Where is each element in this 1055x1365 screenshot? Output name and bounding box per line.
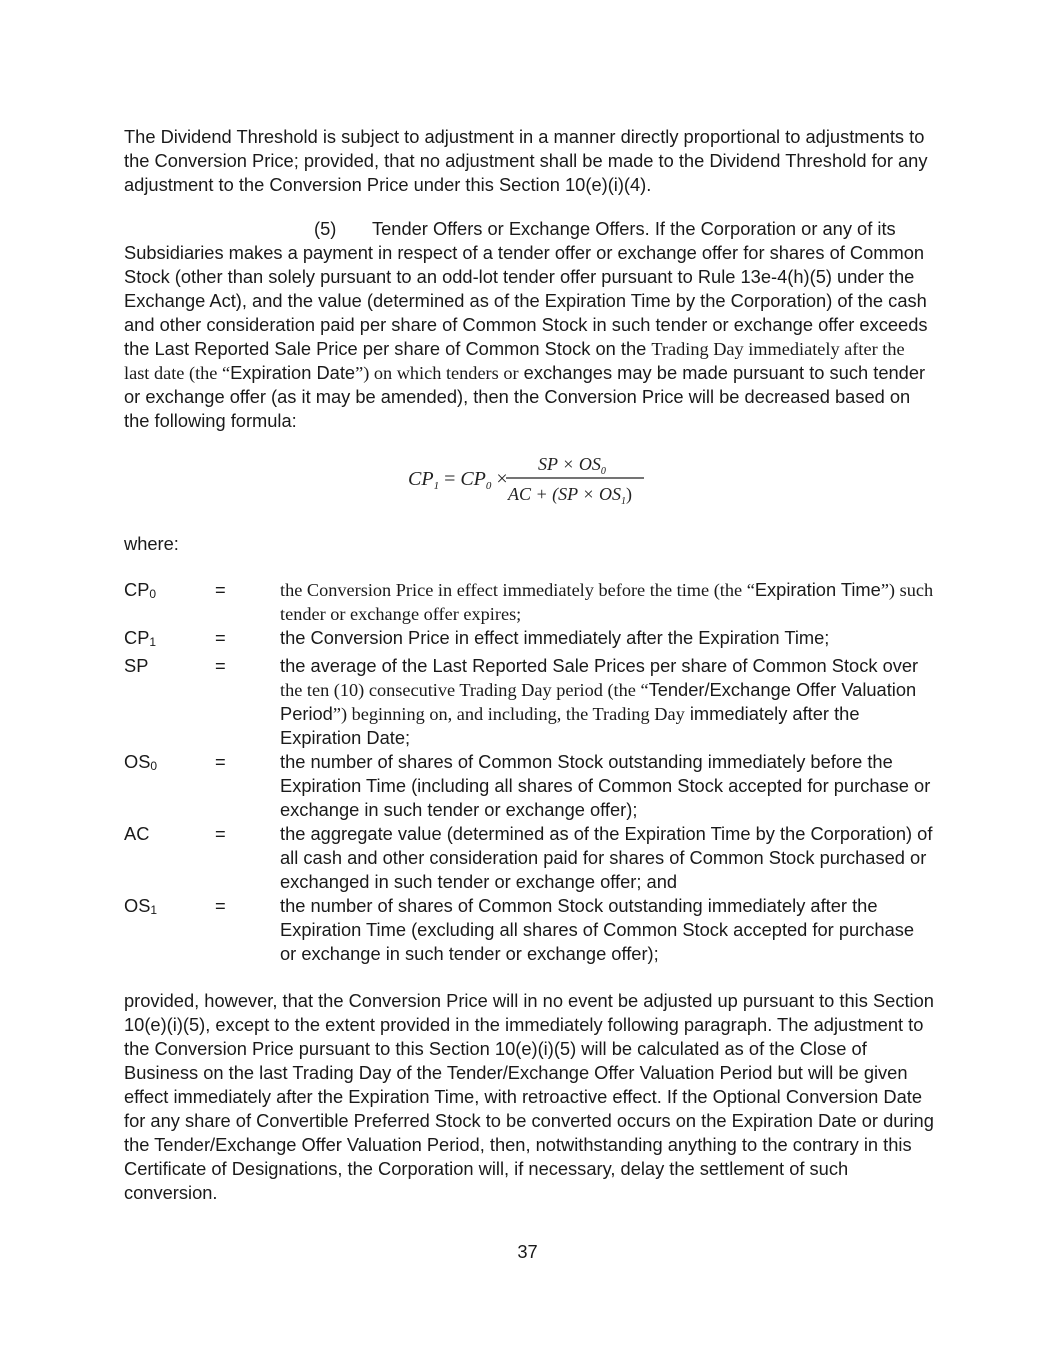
definition-cp1: $CP_1$ = the Conversion Price in effect immediately after the Expiration Time; (124, 626, 934, 654)
page-number: 37 (517, 1241, 538, 1262)
definition-cp0: $CP_0$ = the Conversion Price in effect immediately before the time (the “Expiration Time”) such tender or exchange offer expires; (124, 579, 934, 624)
symbol: CP (124, 627, 150, 648)
equals-sign: = (215, 627, 226, 648)
definition-ac: AC = the aggregate value (determined as of the Expiration Time by the Corporation) of all cash and other consideration paid for shares of Common Stock purchased or exchanged in such tender or exchange offer; and (124, 823, 933, 892)
symbol: CP (124, 579, 150, 600)
defined-term-valuation-period: Tender/Exchange Offer Valuation Period (280, 679, 917, 724)
formula-rhs: CP (460, 468, 486, 490)
symbol: AC (124, 823, 150, 844)
formula-lhs-sub: 1 (433, 480, 440, 492)
section-text-d: exchanges may be made pursuant to such tender or exchange offer (as it may be amended), then the Conversion Price will be decreased based on the following formula: (124, 362, 926, 431)
section-text-a: If the Corporation or any of its Subsidiaries makes a payment in respect of a tender offer or exchange offer for shares of Common Stock (other than solely pursuant to an odd-lot tender offer pursuant to Rule 13e-4(h)(5) under the Exchange Act), and the value (determined as of the Expiration Time by the Corporation) of the cash and other consideration paid per share of Common Stock in such tender or exchange offer exceeds the Last Reported Sale Price per share of Common Stock on the (124, 218, 928, 359)
formula-denominator-close: ) (625, 484, 632, 504)
symbol: OS (124, 751, 151, 772)
formula-numerator: SP × OS (538, 454, 601, 474)
section-text-c: ”) on which tenders or (355, 363, 519, 383)
formula-numerator-sub: 0 (600, 466, 606, 477)
paragraph-proviso: provided, however, that the Conversion Price will in no event be adjusted up pursuant to this Section 10(e)(i)(5), except to the extent provided in the immediately following paragraph. The adjustment to the Conversion Price pursuant to this Section 10(e)(i)(5) will be calculated as of the Close of Business on the last Trading Day of the Tender/Exchange Offer Valuation Period but will be given effect immediately after the Expiration Time, with retroactive effect. If the Optional Conversion Date for any share of Convertible Preferred Stock to be converted occurs on the Expiration Date or during the Tender/Exchange Offer Valuation Period, then, notwithstanding anything to the contrary in this Certificate of Designations, the Corporation will, if necessary, delay the settlement of such conversion. (124, 990, 934, 1203)
formula-lhs: CP (408, 468, 434, 490)
conversion-price-formula (408, 450, 658, 512)
paragraph-dividend-threshold: The Dividend Threshold is subject to adjustment in a manner directly proportional to adjustments to the Conversion Price; provided, that no adjustment shall be made to the Dividend Threshold for any adjustment to the Conversion Price under this Section 10(e)(i)(4). (124, 126, 928, 195)
formula-denominator: AC + (SP × OS (508, 484, 621, 504)
svg-text:CP1 = CP0 ×: $CP_1 = CP_0$ × (408, 468, 508, 492)
equals-sign: = (215, 579, 226, 600)
definition-os1: $OS_1$ = the number of shares of Common Stock outstanding immediately after the Expiration Time (excluding all shares of Common Stock accepted for purchase or exchange in such tender or exchange offer); (124, 895, 915, 964)
section-text-b: Trading Day immediately after the last date (the “ (124, 339, 905, 383)
svg-text:SP × OS0 (538, 454, 606, 477)
equals-sign: = (215, 655, 226, 676)
equals-sign: = (215, 751, 226, 772)
definition-sp: SP = the average of the Last Reported Sale Prices per share of Common Stock over the ten (10) consecutive Trading Day period (the “Tender/Exchange Offer Valuation Period”) beginning on, and including, the Trading Day immediately after the Expiration Date; (124, 655, 919, 748)
where-label: where: (124, 533, 179, 554)
section-number: (5) (314, 218, 337, 239)
equals-sign: = (215, 895, 226, 916)
formula-denominator-sub: 1 (620, 496, 626, 507)
section-heading: Tender Offers or Exchange Offers. (372, 218, 650, 239)
formula-rhs-sub: 0 (485, 480, 492, 492)
paragraph-section-5 (124, 217, 934, 433)
definition-os0: $OS_0$ = the number of shares of Common Stock outstanding immediately before the Expiration Time (including all shares of Common Stock accepted for purchase or exchange in such tender or exchange offer); (124, 751, 931, 820)
svg-text:AC + (SP × OS1) (507, 484, 632, 507)
defined-term-expiration-date: Expiration Date (230, 362, 356, 383)
symbol: OS (124, 895, 151, 916)
defined-term-expiration-time: Expiration Time (754, 579, 881, 600)
definitions-list (124, 578, 934, 966)
equals-sign: = (215, 823, 226, 844)
symbol: SP (124, 655, 149, 676)
